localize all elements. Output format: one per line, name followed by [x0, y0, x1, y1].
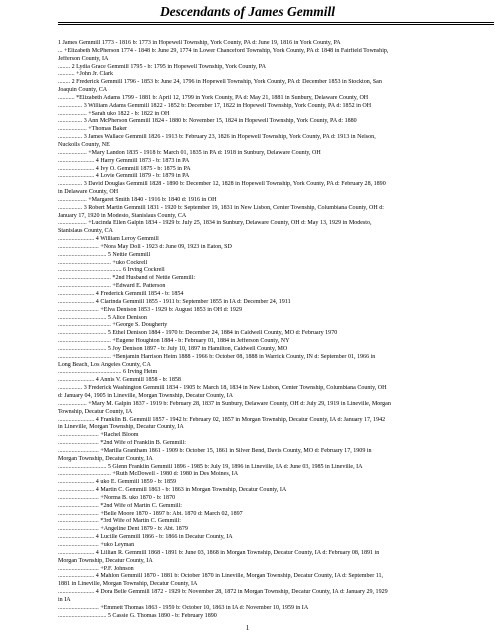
descendant-line: ................... +Mary M. Galpin 1837 - 1919 b: February 28, 1837 in Sunbury, Delaware County, OH d: July 29, 1919 in Lineville, Morgan — [58, 400, 391, 407]
descendant-line: ........................ 4 Frederick Gemmill 1854 - b: 1854 — [58, 291, 184, 297]
descendant-line: ........................ 4 Martin C. Gemmill 1863 - b: 1863 in Morgan Township, Decatur County, IA — [58, 487, 287, 494]
descendant-line: ........................ 4 Franklin B. Gemmill 1857 - 1942 b: February 02, 1857 in Morgan Township, Decatur County, IA d: January 17, 1942 — [58, 416, 386, 423]
page-number: 1 — [245, 624, 250, 632]
descendant-line: ................................ 5 Cassie G. Thomas 1890 - b: February 1890 — [58, 612, 217, 619]
title-rule-secondary — [58, 24, 494, 25]
descendant-line: ................................... +Benjamin Harrison Heim 1888 - 1966 b: October 08, 1888 in Warrick County, IN d: September 01, 1966 in — [58, 353, 376, 360]
descendant-line: ................... +Lucinda Ellen Galpin 1834 - 1929 b: July 25, 1834 in Sunbury, Delaware County, OH d: May 13, 1929 in Modesto, — [58, 220, 372, 227]
descendant-line: ................... +Mary Landon 1835 - 1918 b: March 01, 1835 in PA d: 1918 in Sunbury, Delaware County, OH — [58, 149, 321, 156]
descendant-line: January 17, 1920 in Modesto, Stanislaus County, CA — [58, 212, 187, 219]
descendant-line: in Delaware County, OH — [58, 189, 119, 196]
descendant-line: ................... +Sarah uko 1822 - b: 1822 in OH — [58, 110, 170, 117]
descendant-line: ................ 3 Frederick Washington Gemmill 1834 - 1905 b: March 18, 1834 in New Lisbon, Center Township, Columbiana County, OH — [58, 385, 387, 392]
descendant-line: ................ 3 James Wallace Gemmill 1826 - 1913 b: February 23, 1826 in Hopewell Township, York County, PA d: 1913 in Nelson, — [58, 134, 376, 141]
descendant-line: Nuckolls County, NE — [58, 141, 110, 148]
descendant-line: ........................ 4 Clarinda Gemmill 1855 - 1911 b: September 1855 in IA d: December 24, 1911 — [58, 298, 291, 305]
document-title: Descendants of James Gemmill — [159, 4, 336, 19]
descendant-line: ........................ 4 uko E. Gemmill 1859 - b: 1859 — [58, 479, 177, 486]
title-rule — [58, 22, 494, 23]
descendant-line: ........................... +Elva Denison 1853 - 1929 b: August 1853 in OH d: 1929 — [58, 306, 242, 313]
descendant-line: ................................... *2nd Husband of Nettie Gemmill: — [58, 275, 196, 282]
descendant-line: ................................... +Ruth McDowell - 1980 d: 1980 in Des Moines, IA — [58, 471, 239, 478]
descendant-line: ........................ 4 Lovie Gemmill 1879 - b: 1879 in PA — [58, 173, 190, 180]
descendant-line: ........................... *3rd Wife of Martin C. Gemmill: — [58, 518, 181, 525]
descendant-line: ........................... +Marilla Grantham 1861 - 1909 b: October 15, 1861 in Silver Bend, Davis County, MO d: February 17, 1909 in — [58, 447, 372, 454]
descendant-line: ........................ 4 Ivy O. Gemmill 1875 - b: 1875 in PA — [58, 165, 191, 172]
descendant-line: ................................ 5 Ethel Denison 1884 - 1970 b: December 24, 1884 in Caldwell County, MO d: February 1970 — [58, 330, 338, 337]
descendant-line: Long Beach, Los Angeles County, CA — [58, 361, 151, 368]
descendant-line: ........ 2 Frederick Gemmill 1796 - 1853 b: June 24, 1796 in Hopewell Township, York County, PA d: December 1853 in Stockton, San — [58, 79, 382, 86]
descendant-line: ................................... +Edward E. Patterson — [58, 283, 166, 290]
descendant-line: ................ 3 Robert Martin Gemmill 1831 - 1920 b: September 19, 1831 in New Lisbon, Center Township, Columbiana County, OH d: — [58, 204, 384, 211]
descendant-line: d: January 04, 1905 in Lineville, Morgan Township, Decatur County, IA — [58, 392, 233, 399]
descendant-line: ................... +Margaret Smith 1840 - 1916 b: 1840 d: 1916 in OH — [58, 196, 217, 203]
descendant-line: ........................ 4 Annis V. Gemmill 1858 - b: 1858 — [58, 377, 181, 384]
descendant-line: ................ 3 David Douglas Gemmill 1828 - 1890 b: December 12, 1828 in Hopewell Township, York County, PA d: February 28, 1890 — [58, 181, 386, 188]
descendant-line: in IA — [58, 596, 71, 603]
descendant-line: ................................... +George S. Dougherty — [58, 322, 168, 329]
descendant-line: ................................ 5 Glenn Franklin Gemmill 1896 - 1985 b: July 19, 1896 in Lineville, IA d: June 03, 1985 in Lineville, IA — [58, 463, 363, 470]
descendant-line: Morgan Township, Decatur County, IA — [58, 557, 153, 564]
descendant-line: Stanislaus County, CA — [58, 228, 113, 235]
descendant-line: ........................ 4 Lucille Gemmill 1866 - b: 1866 in Decatur County, IA — [58, 534, 233, 541]
descendant-line: ........................... +Angeline Dent 1879 - b: Abt. 1879 — [58, 526, 188, 533]
descendant-line: ........................... +Nora May Doll - 1923 d: June 09, 1923 in Eaton, SD — [58, 243, 232, 250]
descendant-line: ........................ 4 Mahlon Gemmill 1870 - 1881 b: October 1870 in Lineville, Morgan Township, Decatur County, IA d: September 11, — [58, 573, 384, 580]
descendant-line: ........... +John Jr. Clark — [58, 71, 113, 78]
descendant-line: ........................... +uko Leyman — [58, 542, 135, 548]
descendant-line: ................................... +uko Cockrell — [58, 259, 148, 266]
descendant-line: ........................... +Emmett Thomas 1863 - 1959 b: October 10, 1863 in IA d: November 10, 1959 in IA — [58, 604, 309, 611]
descendant-line: ........................ 4 Lillian R. Gemmill 1868 - 1891 b: June 03, 1868 in Morgan Township, Decatur County, IA d: February 08, 1891 in — [58, 549, 380, 556]
descendant-line: ........................... *2nd Wife of Franklin B. Gemmill: — [58, 440, 186, 447]
descendant-line: ................................ 5 Joy Denison 1897 - b: July 10, 1897 in Hamilton, Caldwell County, MO — [58, 345, 288, 352]
descendant-line: in Lineville, Morgan Township, Decatur County, IA — [58, 424, 184, 431]
descendant-line: ........................ 4 Dora Belle Gemmill 1872 - 1929 b: November 28, 1872 in Morgan Township, Decatur County, IA d: January 29, 1929 — [58, 589, 388, 596]
descendant-line: Morgan Township, Decatur County, IA — [58, 455, 153, 462]
descendant-line: .......................................... 6 Irving Heim — [58, 369, 158, 376]
descendant-line: ........................... *2nd Wife of Martin C. Gemmill: — [58, 502, 182, 509]
descendant-line: ........................... +Norma B. uko 1870 - b: 1870 — [58, 494, 176, 501]
descendant-line: Township, Decatur County, IA — [58, 408, 133, 415]
descendant-line: ................................ 5 Alice Denison — [58, 314, 147, 321]
descendant-line: ........................... +Rachel Bloom — [58, 432, 139, 439]
descendant-list — [58, 40, 494, 620]
descendant-line: ........... *Elizabeth Adams 1799 - 1881 b: April 12, 1799 in York County, PA d: May 21, 1881 in Sunbury, Delaware County, OH — [58, 94, 369, 101]
descendant-line: ................ 3 William Adams Gemmill 1822 - 1852 b: December 17, 1822 in Hopewell Township, York County, PA d: 1852 in OH — [58, 102, 372, 109]
descendant-line: ........................ 4 Harry Gemmill 1873 - b: 1873 in PA — [58, 157, 190, 164]
descendant-line: 1 James Gemmill 1773 - 1816 b: 1773 in Hopewell Township, York County, PA d: June 19, 1816 in York County, PA — [58, 40, 341, 46]
descendant-line: .......................................... 6 Irving Cockrell — [58, 267, 165, 274]
descendant-line: Jefferson County, IA — [58, 55, 109, 62]
descendant-line: ........................ 4 William Leroy Gemmill — [58, 236, 159, 243]
descendant-line: ................................ 5 Nettie Gemmill — [58, 251, 151, 258]
descendant-line: ................... +Thomas Baker — [58, 126, 128, 133]
descendant-line: ................................... +Eugene Houghton 1884 - b: February 01, 1884 in Jefferson County, NY — [58, 338, 290, 345]
descendant-line: 1881 in Lineville, Morgan Township, Decatur County, IA — [58, 581, 198, 588]
descendant-line: ................ 3 Ann McPherson Gemmill 1824 - 1880 b: November 15, 1824 in Hopewell Township, York County, PA d: 1880 — [58, 118, 357, 125]
descendant-line: ........ 2 Lydia Grace Gemmill 1795 - b: 1795 in Hopewell Township, York County, PA — [58, 63, 266, 70]
descendant-line: ... +Elizabeth McPherson 1774 - 1848 b: June 29, 1774 in Lower Chanceford Township, York County, PA d: 1848 in Fairfield Township, — [58, 47, 389, 54]
descendant-line: ........................... +Belle Moore 1870 - 1897 b: Abt. 1870 d: March 02, 1897 — [58, 510, 243, 517]
descendant-line: Joaquin County, CA — [58, 87, 108, 94]
descendant-line: ........................... +P.F. Johnson — [58, 565, 134, 572]
